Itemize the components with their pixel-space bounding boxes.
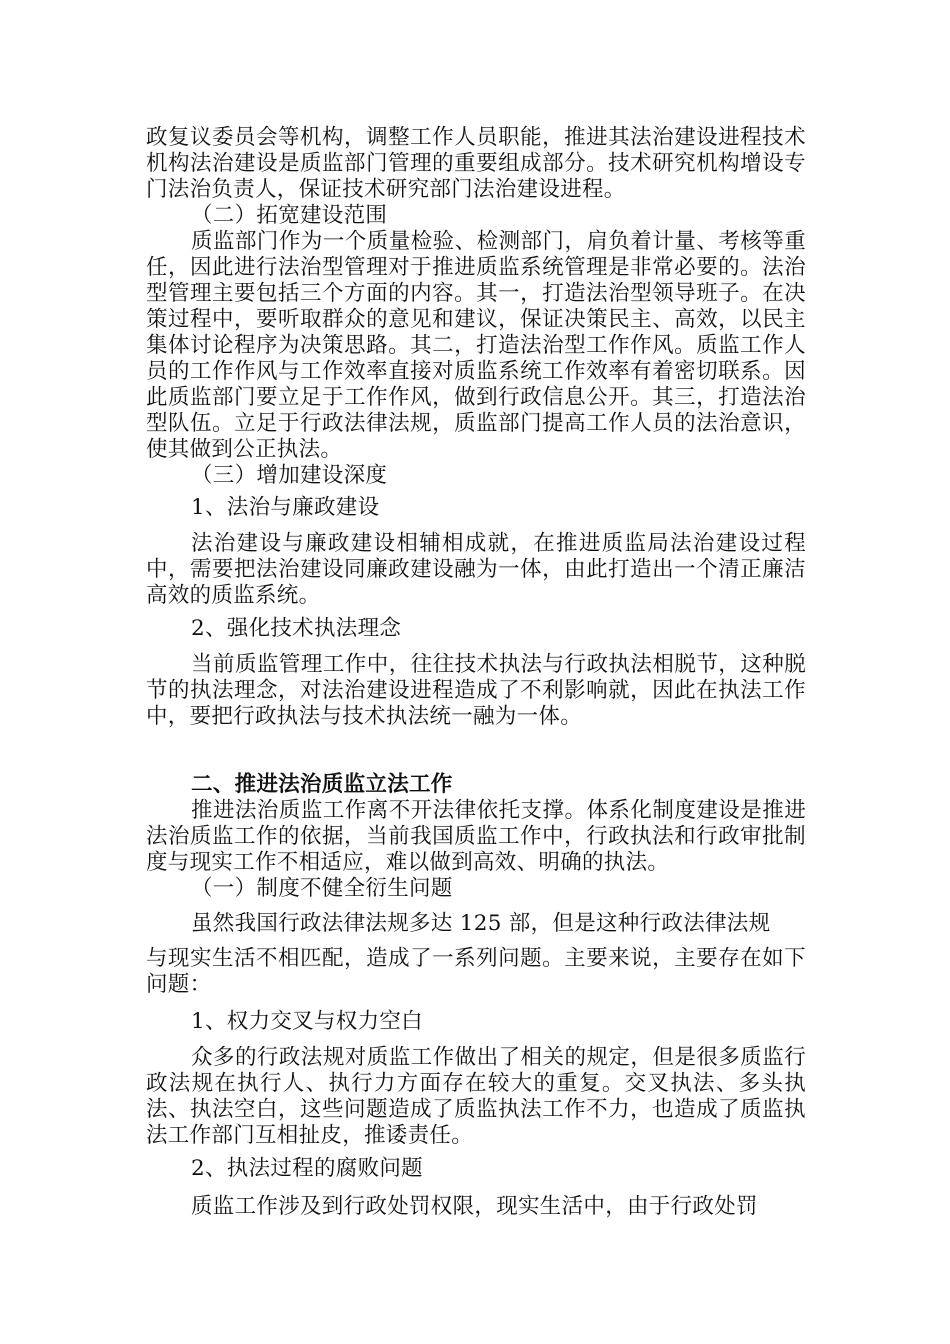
item-heading-rule-of-law: 1、法治与廉政建设 bbox=[191, 495, 380, 520]
paragraph-rule-of-law: 法治建设与廉政建设相辅相成就，在推进质监局法治建设过程中，需要把法治建设同廉政建设融为一体，由此打造出一个清正廉洁高效的质监系统。 bbox=[146, 531, 806, 608]
paragraph-corruption: 质监工作涉及到行政处罚权限，现实生活中，由于行政处罚 bbox=[191, 1194, 758, 1219]
item-heading-corruption: 2、执法过程的腐败问题 bbox=[191, 1156, 423, 1181]
subheading-expand-scope: （二）拓宽建设范围 bbox=[191, 203, 388, 228]
item-heading-technical-enforcement: 2、强化技术执法理念 bbox=[191, 616, 402, 641]
paragraph-laws-count: 虽然我国行政法律法规多达 125 部，但是这种行政法律法规 bbox=[191, 911, 771, 936]
paragraph-technical-enforcement: 当前质监管理工作中，往往技术执法与行政执法相脱节，这种脱节的执法理念，对法治建设进程造成了不利影响就，因此在执法工作中，要把行政执法与技术执法统一融为一体。 bbox=[146, 652, 806, 729]
subheading-incomplete-system: （一）制度不健全衍生问题 bbox=[191, 876, 453, 901]
paragraph-intro: 政复议委员会等机构，调整工作人员职能，推进其法治建设进程技术机构法治建设是质监部门管理的重要组成部分。技术研究机构增设专门法治负责人，保证技术研究部门法治建设进程。 bbox=[146, 125, 806, 202]
paragraph-legislation: 推进法治质监工作离不开法律依托支撑。体系化制度建设是推进法治质监工作的依据，当前我国质监工作中，行政执法和行政审批制度与现实工作不相适应，难以做到高效、明确的执法。 bbox=[146, 798, 806, 875]
subheading-increase-depth: （三）增加建设深度 bbox=[191, 463, 388, 488]
section-heading-legislation: 二、推进法治质监立法工作 bbox=[191, 772, 453, 797]
item-heading-power-overlap: 1、权力交叉与权力空白 bbox=[191, 1009, 423, 1034]
paragraph-power-overlap: 众多的行政法规对质监工作做出了相关的规定，但是很多质监行政法规在执行人、执行力方面存在较大的重复。交叉执法、多头执法、执法空白，这些问题造成了质监执法工作不力，也造成了质监执法工作部门互相扯皮，推诿责任。 bbox=[146, 1045, 806, 1148]
paragraph-scope: 质监部门作为一个质量检验、检测部门，肩负着计量、考核等重任，因此进行法治型管理对于推进质监系统管理是非常必要的。法治型管理主要包括三个方面的内容。其一，打造法治型领导班子。在决策过程中，要听取群众的意见和建议，保证决策民主、高效，以民主集体讨论程序为决策思路。其二，打造法治型工作作风。质监工作人员的工作作风与工作效率直接对质监系统工作效率有着密切联系。因此质监部门要立足于工作作风，做到行政信息公开。其三，打造法治型队伍。立足于行政法律法规，质监部门提高工作人员的法治意识，使其做到公正执法。 bbox=[146, 229, 806, 462]
paragraph-laws-issues: 与现实生活不相匹配，造成了一系列问题。主要来说，主要存在如下问题： bbox=[146, 946, 806, 997]
